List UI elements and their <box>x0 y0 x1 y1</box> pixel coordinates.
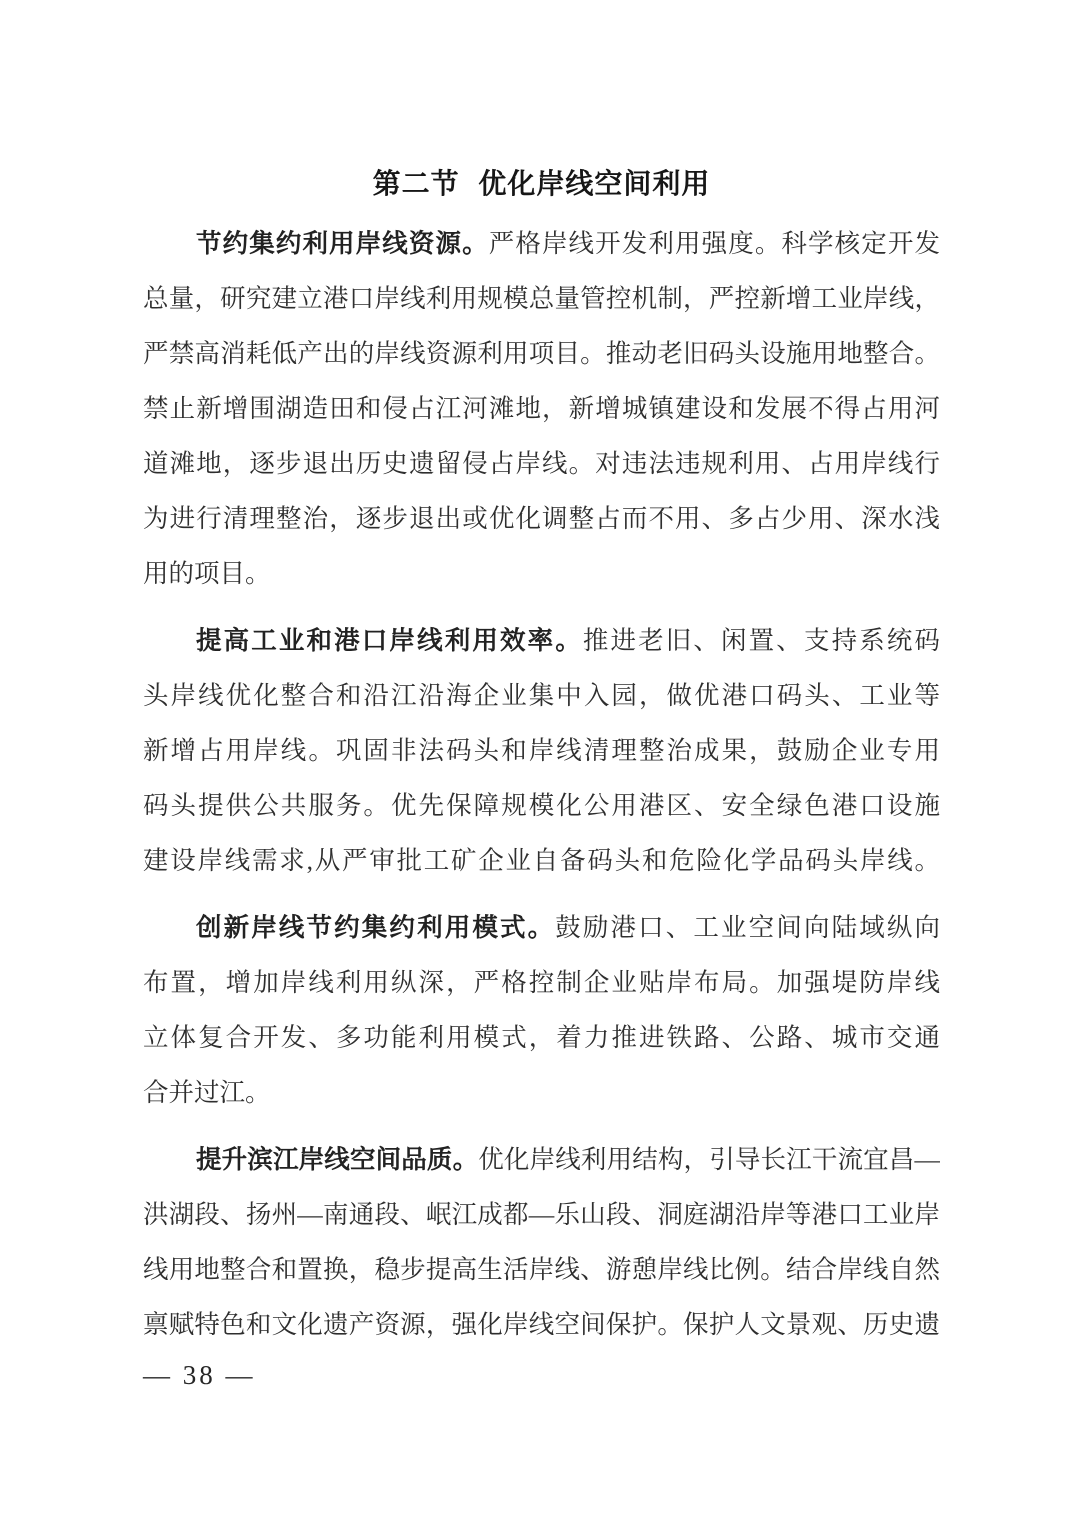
body-line: 禀赋特色和文化遗产资源，强化岸线空间保护。保护人文景观、历史遗 <box>143 1310 940 1339</box>
paragraph-lead: 提高工业和港口岸线利用效率。 <box>196 626 583 655</box>
body-line: 布置，增加岸线利用纵深，严格控制企业贴岸布局。加强堤防岸线 <box>143 968 940 997</box>
paragraph-lead: 创新岸线节约集约利用模式。 <box>196 913 556 942</box>
body-line: 节约集约利用岸线资源。严格岸线开发利用强度。科学核定开发 <box>196 229 940 258</box>
body-line: 提升滨江岸线空间品质。优化岸线利用结构，引导长江干流宜昌— <box>196 1145 940 1174</box>
body-line: 严禁高消耗低产出的岸线资源利用项目。推动老旧码头设施用地整合。 <box>143 339 940 368</box>
paragraph-lead: 提升滨江岸线空间品质。 <box>196 1145 479 1174</box>
body-line: 提高工业和港口岸线利用效率。推进老旧、闲置、支持系统码 <box>196 626 940 655</box>
body-line: 头岸线优化整合和沿江沿海企业集中入园，做优港口码头、工业等 <box>143 681 940 710</box>
body-line: 线用地整合和置换，稳步提高生活岸线、游憩岸线比例。结合岸线自然 <box>143 1255 940 1284</box>
paragraph-lead: 节约集约利用岸线资源。 <box>196 229 489 258</box>
paragraph <box>143 900 940 1120</box>
body-line: 道滩地，逐步退出历史遗留侵占岸线。对违法违规利用、占用岸线行 <box>143 449 940 478</box>
body-line: 创新岸线节约集约利用模式。鼓励港口、工业空间向陆域纵向 <box>196 913 940 942</box>
body-line: 合并过江。 <box>143 1078 271 1107</box>
body-line: 禁止新增围湖造田和侵占江河滩地，新增城镇建设和发展不得占用河 <box>143 394 940 423</box>
body-line: 新增占用岸线。巩固非法码头和岸线清理整治成果，鼓励企业专用 <box>143 736 940 765</box>
document-body <box>143 216 940 1352</box>
body-line: 总量，研究建立港口岸线利用规模总量管控机制，严控新增工业岸线， <box>143 284 940 313</box>
body-line: 码头提供公共服务。优先保障规模化公用港区、安全绿色港口设施 <box>143 791 940 820</box>
paragraph <box>143 613 940 888</box>
body-line: 为进行清理整治，逐步退出或优化调整占而不用、多占少用、深水浅 <box>143 504 940 533</box>
body-line: 用的项目。 <box>143 559 271 588</box>
body-line: 洪湖段、扬州—南通段、岷江成都—乐山段、洞庭湖沿岸等港口工业岸 <box>143 1200 940 1229</box>
body-line: 建设岸线需求,从严审批工矿企业自备码头和危险化学品码头岸线。 <box>143 846 940 875</box>
section-title: 第二节 优化岸线空间利用 <box>372 168 711 199</box>
paragraph <box>143 216 940 601</box>
paragraph <box>143 1132 940 1352</box>
body-line: 立体复合开发、多功能利用模式，着力推进铁路、公路、城市交通 <box>143 1023 940 1052</box>
page-footer <box>143 1360 940 1390</box>
page-number-label: — 38 — <box>143 1360 256 1390</box>
